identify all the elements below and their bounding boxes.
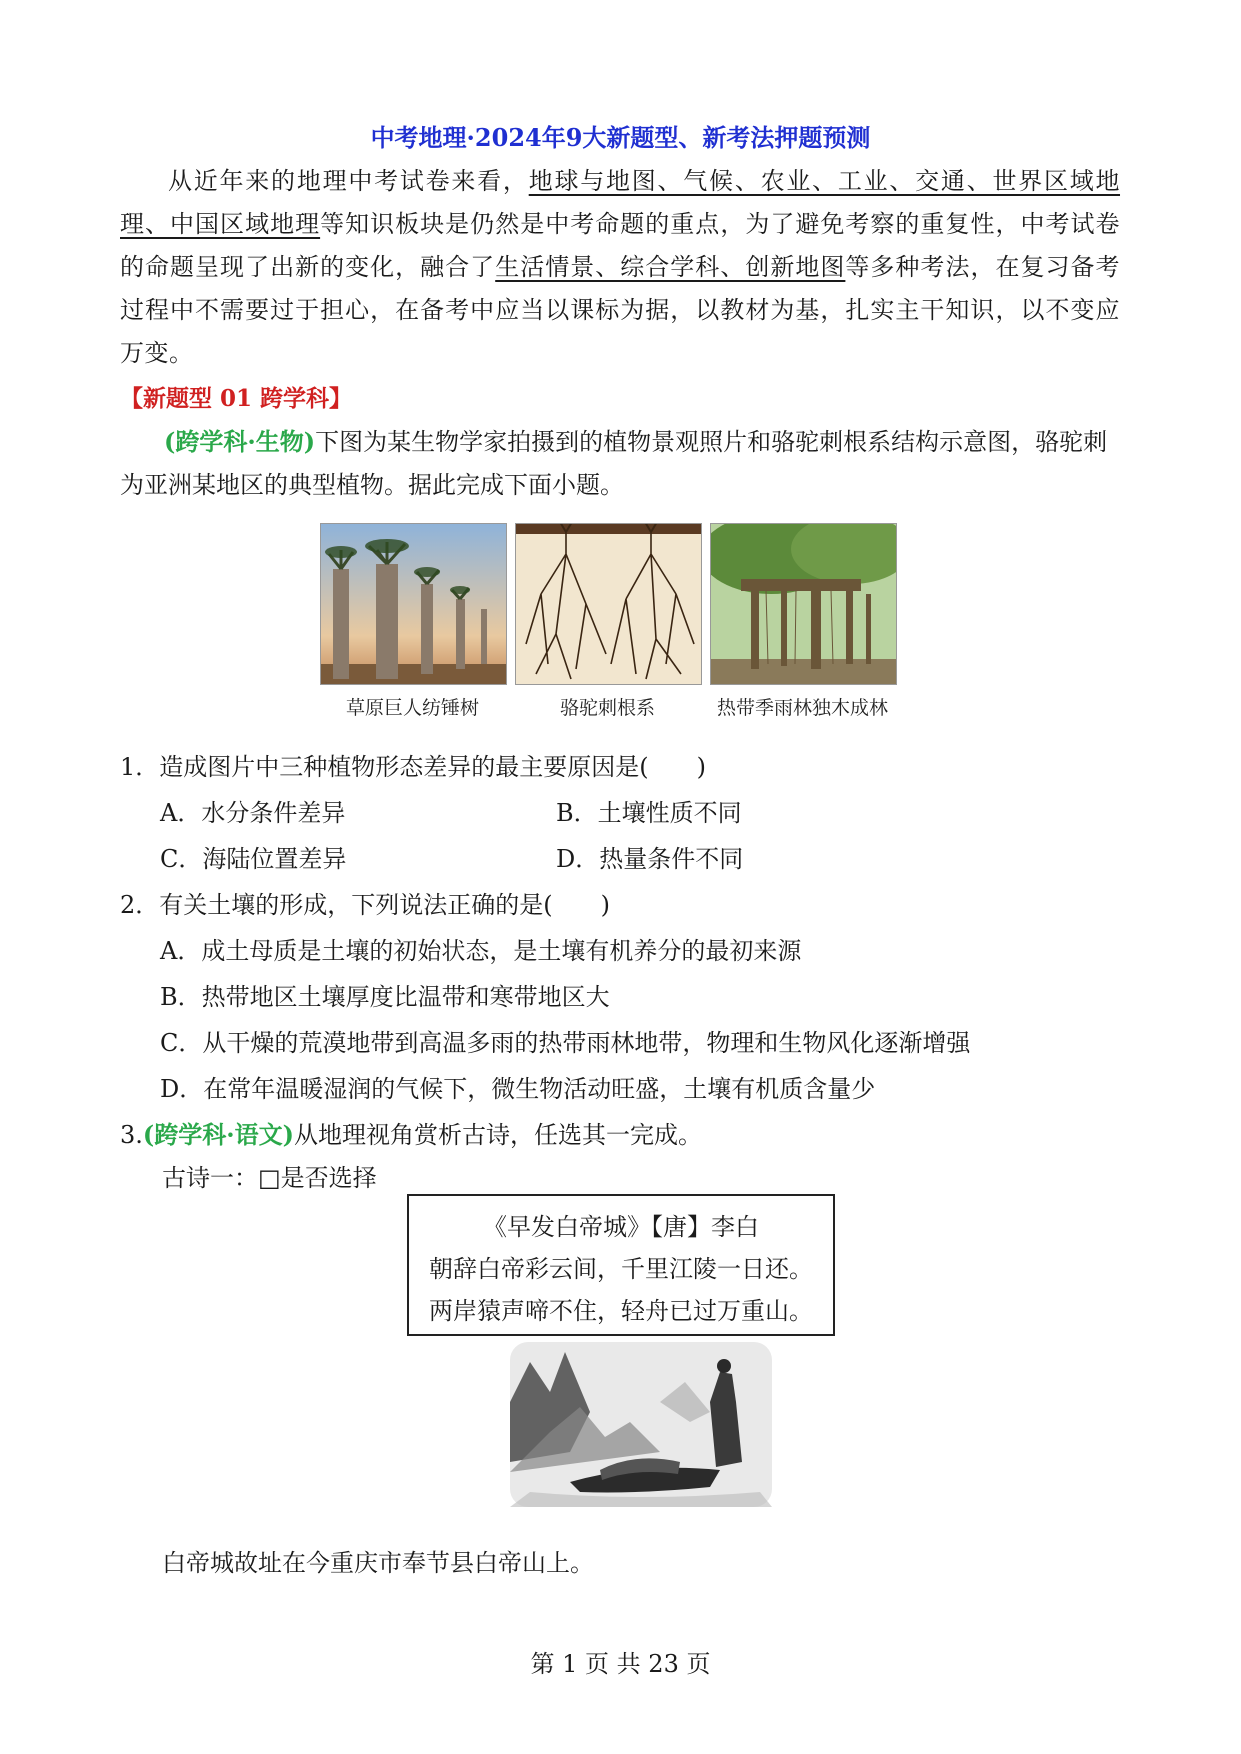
poem-line-1: 朝辞白帝彩云间，千里江陵一日还。 (429, 1255, 813, 1283)
caption-baobab: 草原巨人纺锤树 (345, 697, 479, 719)
poem-title: 《早发白帝城》【唐】李白 (483, 1213, 759, 1241)
intro-underline-methods: 生活情景、综合学科、创新地图 (495, 253, 846, 281)
caption-camelthorn: 骆驼刺根系 (559, 697, 655, 719)
page-footer: 第 1 页 共 23 页 (530, 1650, 711, 1678)
baobab-image (320, 523, 507, 685)
subject-tag-chinese: (跨学科·语文) (142, 1120, 294, 1149)
question-1-stem: 1．造成图片中三种植物形态差异的最主要原因是( ) (120, 753, 706, 781)
question-intro-text: 下图为某生物学家拍摄到的植物景观照片和骆驼刺根系结构示意图，骆驼刺为亚洲某地区的典型植物。据此完成下面小题。 (120, 428, 1108, 499)
question-2-stem: 2．有关土壤的形成，下列说法正确的是( ) (120, 891, 610, 919)
q2-option-b: B．热带地区土壤厚度比温带和寒带地区大 (160, 983, 610, 1011)
q1-option-d: D．热量条件不同 (556, 845, 744, 873)
poem-line-2: 两岸猿声啼不住，轻舟已过万重山。 (429, 1297, 813, 1325)
ink-painting-image (510, 1342, 772, 1507)
q1-option-c: C．海陆位置差异 (160, 845, 347, 873)
q3-number: 3. (120, 1121, 143, 1149)
banyan-image (710, 523, 897, 685)
intro-underline-topics: 地球与地图、气候、农业、工业、交通、世界区域地理、中国区域地理 (120, 167, 1121, 238)
poem-choice-checkbox-label[interactable]: 古诗一：□是否选择 (162, 1164, 377, 1192)
question-3-stem (120, 1120, 702, 1150)
intro-paragraph (120, 160, 1120, 375)
q3-text: 从地理视角赏析古诗，任选其一完成。 (293, 1121, 702, 1149)
question-intro (120, 420, 1120, 507)
camelthorn-root-diagram (515, 523, 702, 685)
q2-option-d: D．在常年温暖湿润的气候下，微生物活动旺盛，土壤有机质含量少 (160, 1075, 876, 1103)
q2-option-a: A．成土母质是土壤的初始状态，是土壤有机养分的最初来源 (160, 937, 802, 965)
q1-option-a: A．水分条件差异 (160, 799, 346, 827)
plant-figure (320, 523, 920, 723)
intro-text-a: 从近年来的地理中考试卷来看， (168, 167, 529, 195)
poem-box (407, 1194, 835, 1336)
q1-option-b: B．土壤性质不同 (556, 799, 742, 827)
subject-tag-biology: (跨学科·生物) (164, 427, 316, 456)
intro-text-b: 等知识板块是仍然是中考命题的重点，为了避免考察的重复性，中考试卷的命题呈现了出新的变化，融合了 (120, 210, 1121, 281)
closing-text: 白帝城故址在今重庆市奉节县白帝山上。 (162, 1549, 594, 1577)
intro-text-c: 等多种考法，在复习备考过程中不需要过于担心，在备考中应当以课标为据，以教材为基，扎实主干知识，以不变应万变。 (120, 253, 1121, 367)
q2-option-c: C．从干燥的荒漠地带到高温多雨的热带雨林地带，物理和生物风化逐渐增强 (160, 1029, 971, 1057)
section-heading: 【新题型 01 跨学科】 (120, 385, 353, 412)
caption-banyan: 热带季雨林独木成林 (716, 697, 888, 719)
page-title: 中考地理·2024年9大新题型、新考法押题预测 (370, 123, 871, 152)
